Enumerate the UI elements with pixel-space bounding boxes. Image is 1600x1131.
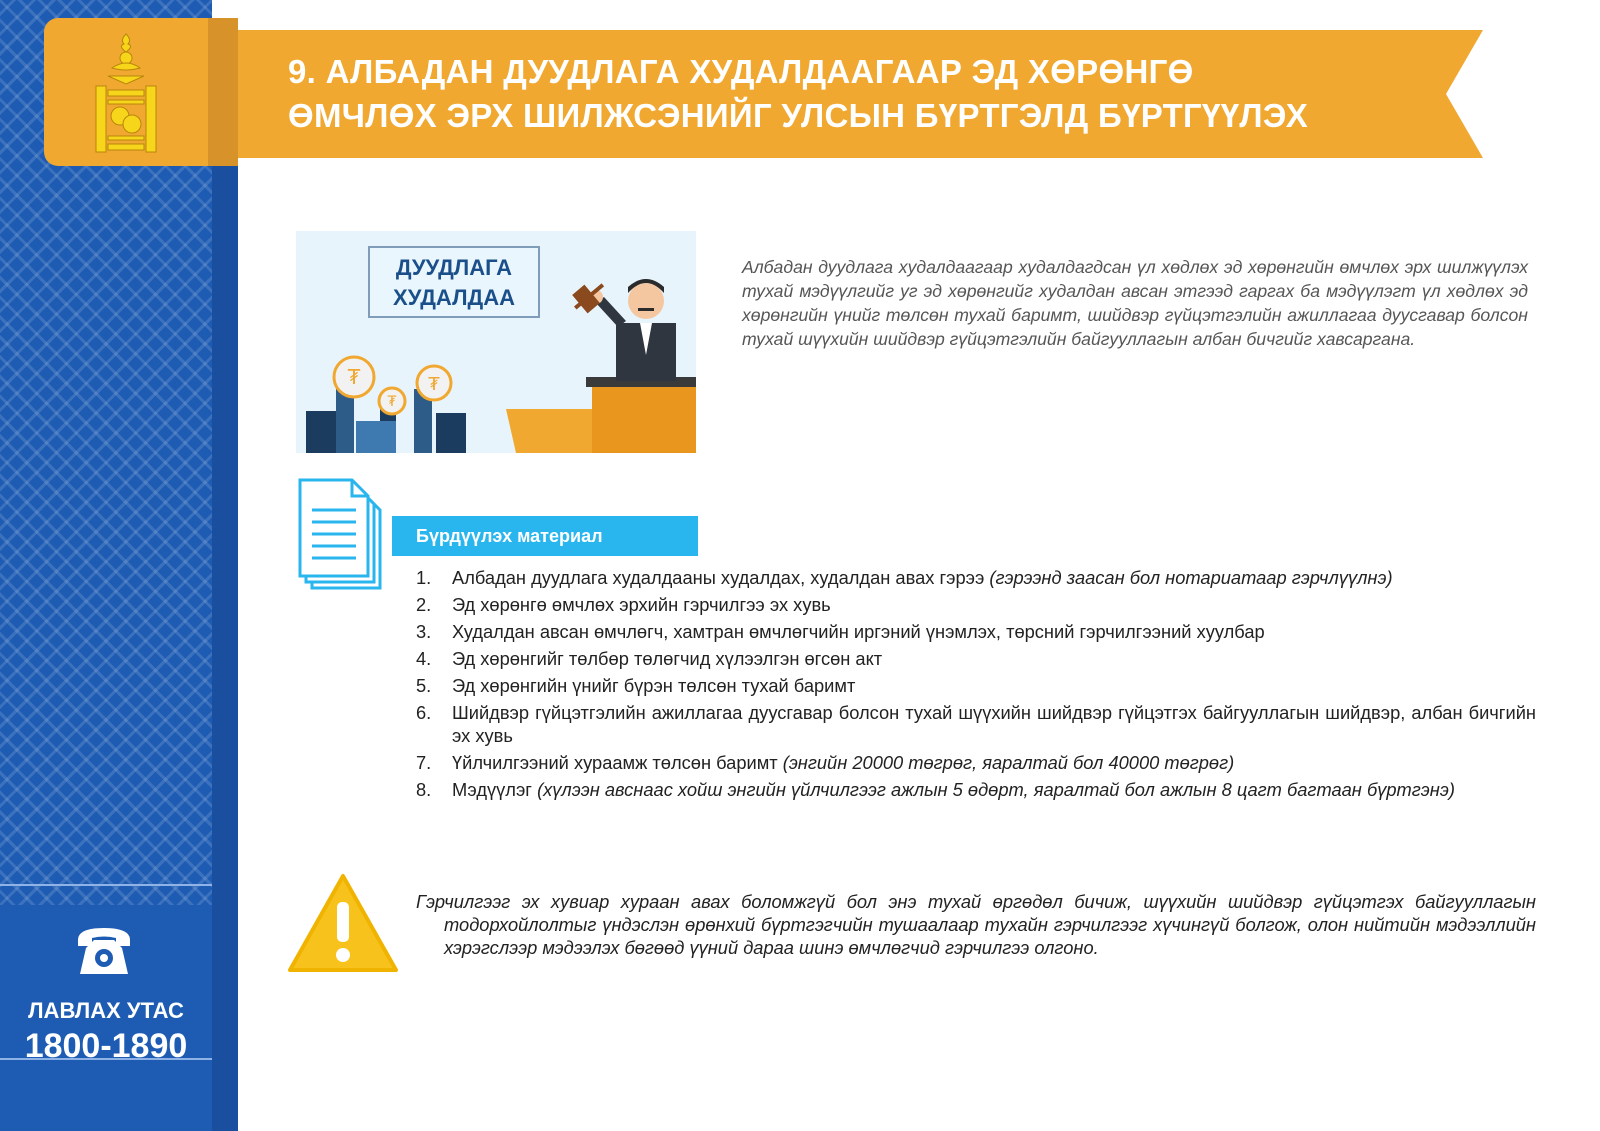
material-main-text: Эд хөрөнгийг төлбөр төлөгчид хүлээлгэн өгсөн акт <box>452 648 883 669</box>
svg-text:₮: ₮ <box>428 374 440 395</box>
material-text <box>452 566 1536 589</box>
material-text <box>452 751 1536 774</box>
material-main-text: Эд хөрөнгө өмчлөх эрхийн гэрчилгээ эх хувь <box>452 594 831 615</box>
intro-paragraph: Албадан дуудлага худалдаагаар худалдагдсан үл хөдлөх эд хөрөнгийн өмчлөх эрх шилжүүлэх тухай мэдүүлгийг уг эд хөрөнгийг худалдан авсан этгээд гаргах ба мэдүүлэгт үл хөдлөх эд хөрөнгийн үнийг төлсөн тухай баримт, шийдвэр гүйцэтгэлийн ажиллагаа дуусгавар болсон тухай шүүхийн шийдвэр гүйцэтгэлийн байгууллагын албан бичгийг хавсаргана. <box>742 257 1528 349</box>
material-text <box>452 647 1536 670</box>
sidebar-edge <box>212 18 238 1131</box>
warning-icon <box>286 872 400 976</box>
material-text <box>452 778 1536 801</box>
soyombo-icon <box>86 32 166 156</box>
material-main-text: Үйлчилгээний хураамж төлсөн баримт <box>452 752 783 773</box>
material-number: 6. <box>416 702 432 723</box>
material-text <box>452 701 1536 747</box>
material-item <box>416 566 1536 589</box>
material-item <box>416 593 1536 616</box>
material-item <box>416 778 1536 801</box>
material-number: 5. <box>416 675 432 696</box>
phone-icon <box>72 918 136 982</box>
material-main-text: Эд хөрөнгийн үнийг бүрэн төлсөн тухай баримт <box>452 675 856 696</box>
material-item <box>416 647 1536 670</box>
material-item <box>416 751 1536 774</box>
auction-sign <box>368 246 540 318</box>
material-note: (энгийн 20000 төгрөг, яаралтай бол 40000 төгрөг) <box>782 752 1235 773</box>
svg-text:₮: ₮ <box>387 394 397 410</box>
divider <box>0 884 212 886</box>
material-main-text: Шийдвэр гүйцэтгэлийн ажиллагаа дуусгавар болсон тухай шүүхийн шийдвэр гүйцэтгэх байгууллагын шийдвэр, албан бичгийн эх хувь <box>452 702 1536 746</box>
page-title <box>288 50 1408 138</box>
material-main-text: Мэдүүлэг <box>452 779 538 800</box>
title-line-2: ӨМЧЛӨХ ЭРХ ШИЛЖСЭНИЙГ УЛСЫН БҮРТГЭЛД БҮРТГҮҮЛЭХ <box>288 97 1309 134</box>
material-text <box>452 593 1536 616</box>
svg-text:₮: ₮ <box>347 365 361 389</box>
material-main-text: Албадан дуудлага худалдааны худалдах, худалдан авах гэрээ <box>452 567 990 588</box>
material-text <box>452 620 1536 643</box>
warning-text: Гэрчилгээг эх хувиар хураан авах боломжгүй бол энэ тухай өргөдөл бичиж, шүүхийн шийдвэр гүйцэтгэх байгууллагын тодорхойлолтыг үндэслэн өрөнхий бүртгэгчийн тушаалаар тухайн гэрчилгээг хүчингүй болгож, олон нийтийн мэдээллийн хэрэгслээр мэдээлэх бөгөөд үүний дараа шинэ өмчлөгчид гэрчилгээ олгоно. <box>416 891 1536 958</box>
material-main-text: Худалдан авсан өмчлөгч, хамтран өмчлөгчийн иргэний үнэмлэх, төрсний гэрчилгээний хуулбар <box>452 621 1265 642</box>
material-number: 8. <box>416 779 432 800</box>
materials-list <box>416 566 1536 805</box>
auction-sign-line-1: ДУУДЛАГА <box>395 255 513 280</box>
material-note: (хүлээн авснаас хойш энгийн үйлчилгээг ажлын 5 өдөрт, яаралтай бол ажлын 8 цагт багтаан бүртгэнэ) <box>537 779 1455 800</box>
material-number: 3. <box>416 621 432 642</box>
material-number: 4. <box>416 648 432 669</box>
title-line-1: 9. АЛБАДАН ДУУДЛАГА ХУДАЛДААГААР ЭД ХӨРӨНГӨ <box>288 53 1194 90</box>
material-item <box>416 674 1536 697</box>
material-note: (гэрээнд заасан бол нотариатаар гэрчлүүлнэ) <box>989 567 1393 588</box>
material-item <box>416 620 1536 643</box>
material-number: 2. <box>416 594 432 615</box>
auction-sign-line-2: ХУДАЛДАА <box>393 285 515 310</box>
logo-box-side <box>208 18 238 166</box>
hotline-label: ЛАВЛАХ УТАС <box>28 998 184 1023</box>
material-text <box>452 674 1536 697</box>
hotline-number: 1800-1890 <box>24 1027 188 1065</box>
material-item <box>416 701 1536 747</box>
material-number: 7. <box>416 752 432 773</box>
materials-header-label: Бүрдүүлэх материал <box>416 526 603 546</box>
documents-icon <box>296 476 394 594</box>
material-number: 1. <box>416 567 432 588</box>
